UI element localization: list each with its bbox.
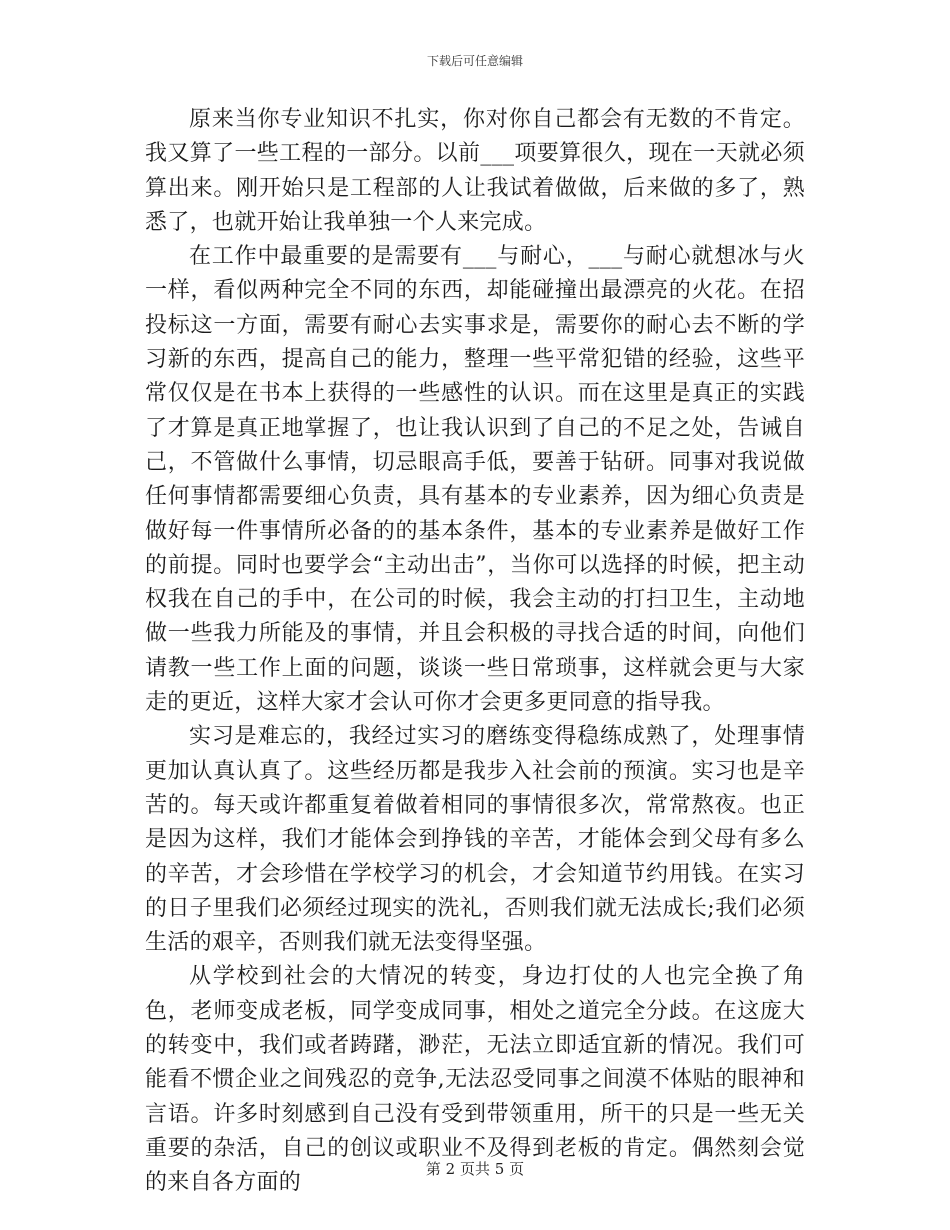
page-header: 下载后可任意编辑 [426,54,523,68]
paragraph: 从学校到社会的大情况的转变，身边打仗的人也完全换了角色，老师变成老板，同学变成同事，相处之道完全分歧。在这庞大的转变中，我们或者踌躇，渺茫，无法立即适宜新的情况。我们可能看不惯企业之间残忍的竞争,无法忍受同事之间漠不体贴的眼神和言语。许多时刻感到自己没有受到带领重用，所干的只是一些无关重要的杂活，自己的创议或职业不及得到老板的肯定。偶然刻会觉的来自各方面的 [145,964,805,1196]
paragraph: 实习是难忘的，我经过实习的磨练变得稳练成熟了，处理事情更加认真认真了。这些经历都是我步入社会前的预演。实习也是辛苦的。每天或许都重复着做着相同的事情很多次，常常熬夜。也正是因为这样，我们才能体会到挣钱的辛苦，才能体会到父母有多么的辛苦，才会珍惜在学校学习的机会，才会知道节约用钱。在实习的日子里我们必须经过现实的洗礼，否则我们就无法成长;我们必须生活的艰辛，否则我们就无法变得坚强。 [145,724,805,956]
paragraph: 在工作中最重要的是需要有___与耐心，___与耐心就想冰与火一样，看似两种完全不同的东西，却能碰撞出最漂亮的火花。在招投标这一方面，需要有耐心去实事求是，需要你的耐心去不断的学习新的东西，提高自己的能力，整理一些平常犯错的经验，这些平常仅仅是在书本上获得的一些感性的认识。而在这里是真正的实践了才算是真正地掌握了，也让我认识到了自己的不足之处，告诫自己，不管做什么事情，切忌眼高手低，要善于钻研。同事对我说做任何事情都需要细心负责，具有基本的专业素养，因为细心负责是做好每一件事情所必备的的基本条件，基本的专业素养是做好工作的前提。同时也要学会“主动出击”，当你可以选择的时候，把主动权我在自己的手中，在公司的时候，我会主动的打扫卫生，主动地做一些我力所能及的事情，并且会积极的寻找合适的时间，向他们请教一些工作上面的问题，谈谈一些日常琐事，这样就会更与大家走的更近，这样大家才会认可你才会更多更同意的指导我。 [145,244,805,716]
paragraph: 原来当你专业知识不扎实，你对你自己都会有无数的不肯定。我又算了一些工程的一部分。以前___项要算很久，现在一天就必须算出来。刚开始只是工程部的人让我试着做做，后来做的多了，熟悉了，也就开始让我单独一个人来完成。 [145,107,805,235]
page-footer: 第 2 页共 5 页 [425,1160,525,1178]
document-body [145,103,805,1201]
